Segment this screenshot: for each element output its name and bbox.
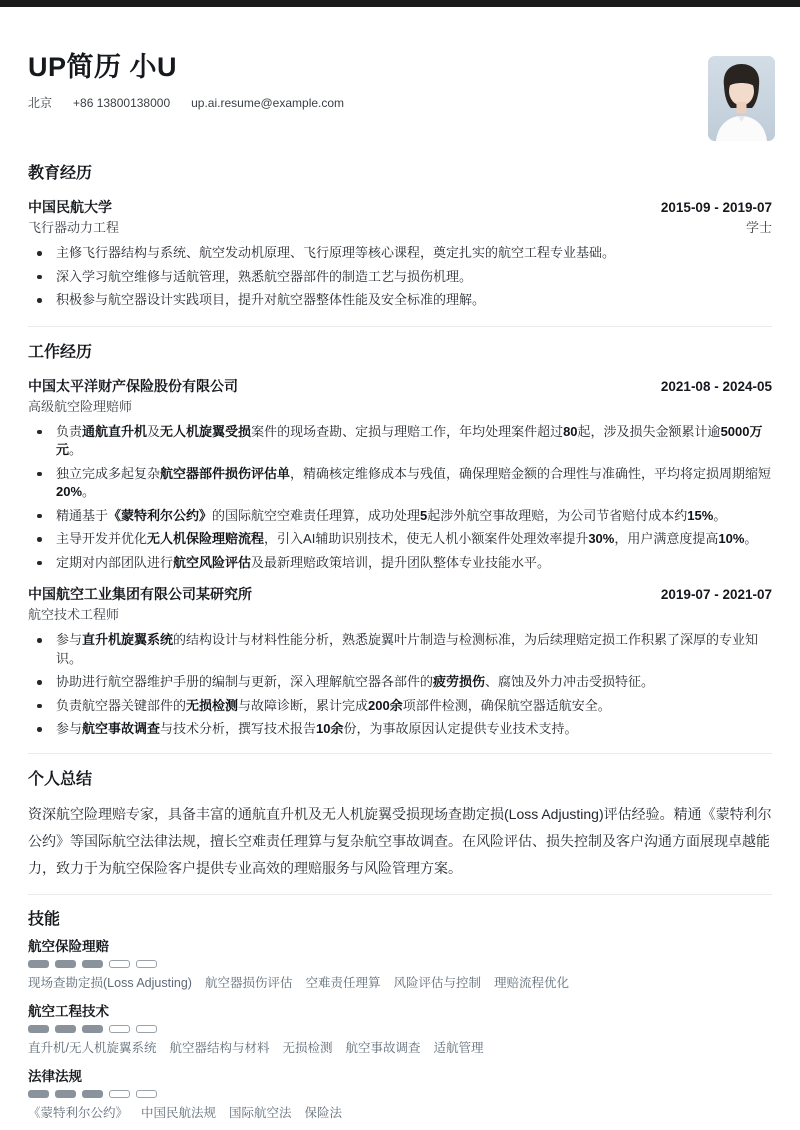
section-education <box>28 163 772 310</box>
organization-name: 中国太平洋财产保险股份有限公司 <box>28 377 238 394</box>
skill-group <box>28 938 772 992</box>
contact-location: 北京 <box>28 96 53 110</box>
section-title-summary: 个人总结 <box>28 770 93 788</box>
section-work <box>28 326 772 739</box>
skill-name: 法律法规 <box>28 1068 82 1084</box>
role-title: 航空技术工程师 <box>28 607 120 622</box>
entry-subtitle-row <box>28 606 772 624</box>
section-title-skills: 技能 <box>28 910 61 928</box>
skill-segment-empty <box>109 1090 130 1098</box>
bullet-list <box>28 244 772 310</box>
entry-header-row <box>28 585 772 604</box>
skill-tag: 适航管理 <box>433 1040 484 1055</box>
role-title: 高级航空险理赔师 <box>28 398 133 414</box>
skill-tag: 无损检测 <box>282 1040 333 1055</box>
bullet-item: 主修飞行器结构与系统、航空发动机原理、飞行原理等核心课程，奠定扎实的航空工程专业基础。 <box>28 244 772 263</box>
skill-tag-list <box>28 975 772 992</box>
degree-label: 学士 <box>745 220 772 235</box>
organization-name: 中国航空工业集团有限公司某研究所 <box>28 586 252 602</box>
skill-name: 航空工程技术 <box>28 1003 109 1019</box>
skill-tag: 现场查勘定损(Loss Adjusting) <box>28 975 192 990</box>
date-range: 2021-08 - 2024-05 <box>660 378 772 394</box>
organization-name: 中国民航大学 <box>28 199 112 215</box>
skill-tag: 保险法 <box>304 1105 343 1120</box>
bullet-item: 负责通航直升机及无人机旋翼受损案件的现场查勘、定损与理赔工作，年均处理案件超过80起，涉及损失金额累计逾5000万元。 <box>28 423 772 460</box>
experience-entry <box>28 585 772 739</box>
skill-segment-filled <box>28 1025 49 1033</box>
skill-level-bar <box>28 960 772 968</box>
entry-subtitle-row <box>28 398 772 416</box>
entry-header-row <box>28 377 772 396</box>
skill-segment-empty <box>136 1090 157 1098</box>
bullet-item: 参与直升机旋翼系统的结构设计与材料性能分析，熟悉旋翼叶片制造与检测标准，为后续理赔定损工作积累了深厚的专业知识。 <box>28 631 772 668</box>
page-title: UP简历 小U <box>28 52 178 82</box>
entry-subtitle-row <box>28 219 772 237</box>
skill-tag-list <box>28 1040 772 1057</box>
work-entries <box>28 377 772 739</box>
skill-tag: 风险评估与控制 <box>393 975 481 990</box>
experience-entry <box>28 198 772 310</box>
contact-email: up.ai.resume@example.com <box>191 96 345 110</box>
date-range: 2019-07 - 2021-07 <box>660 587 772 602</box>
bullet-list <box>28 423 772 573</box>
skill-group <box>28 1068 772 1122</box>
skill-tag-list <box>28 1105 772 1122</box>
skill-tag: 航空器结构与材料 <box>169 1040 270 1055</box>
contact-phone: +86 13800138000 <box>73 96 171 110</box>
skill-tag: 《蒙特利尔公约》 <box>28 1105 129 1120</box>
section-skills <box>28 894 772 1122</box>
date-range: 2015-09 - 2019-07 <box>660 200 772 215</box>
skill-level-bar <box>28 1025 772 1033</box>
section-title-education: 教育经历 <box>28 165 93 182</box>
bullet-item: 主导开发并优化无人机保险理赔流程，引入AI辅助识别技术，使无人机小额案件处理效率提升30%，用户满意度提高10%。 <box>28 530 772 549</box>
skill-segment-filled <box>55 960 76 968</box>
bullet-item: 精通基于《蒙特利尔公约》的国际航空空难责任理算，成功处理5起涉外航空事故理赔，为公司节省赔付成本约15%。 <box>28 507 772 526</box>
skill-groups <box>28 938 772 1122</box>
bullet-item: 积极参与航空器设计实践项目，提升对航空器整体性能及安全标准的理解。 <box>28 291 772 310</box>
bullet-item: 负责航空器关键部件的无损检测与故障诊断，累计完成200余项部件检测，确保航空器适航安全。 <box>28 697 772 716</box>
skill-segment-empty <box>136 1025 157 1033</box>
profile-photo <box>708 56 775 141</box>
skill-tag: 理赔流程优化 <box>493 975 569 990</box>
bullet-item: 深入学习航空维修与适航管理，熟悉航空器部件的制造工艺与损伤机理。 <box>28 268 772 287</box>
skill-segment-empty <box>109 1025 130 1033</box>
skill-segment-empty <box>109 960 130 968</box>
skill-segment-filled <box>82 1025 103 1033</box>
skill-segment-filled <box>28 960 49 968</box>
skill-tag: 航空事故调查 <box>345 1040 421 1055</box>
skill-tag: 直升机/无人机旋翼系统 <box>28 1040 157 1055</box>
bullet-item: 定期对内部团队进行航空风险评估及最新理赔政策培训，提升团队整体专业技能水平。 <box>28 554 772 573</box>
skill-group <box>28 1003 772 1057</box>
skill-segment-filled <box>55 1025 76 1033</box>
skill-segment-empty <box>136 960 157 968</box>
bullet-list <box>28 631 772 739</box>
contact-row <box>28 95 772 111</box>
entry-header-row <box>28 198 772 217</box>
skill-segment-filled <box>82 1090 103 1098</box>
skill-tag: 中国民航法规 <box>141 1105 217 1120</box>
skill-tag: 国际航空法 <box>229 1105 292 1120</box>
section-summary <box>28 753 772 882</box>
skill-tag: 空难责任理算 <box>305 975 381 990</box>
skill-segment-filled <box>82 960 103 968</box>
skill-segment-filled <box>28 1090 49 1098</box>
bullet-item: 参与航空事故调查与技术分析，撰写技术报告10余份，为事故原因认定提供专业技术支持。 <box>28 720 772 739</box>
skill-level-bar <box>28 1090 772 1098</box>
top-accent-bar <box>0 0 800 7</box>
summary-text: 资深航空险理赔专家，具备丰富的通航直升机及无人机旋翼受损现场查勘定损(Loss Adjusting)评估经验。精通《蒙特利尔公约》等国际航空法律法规，擅长空难责任理算与复杂航空事故调查。在风险评估、损失控制及客户沟通方面展现卓越能力，致力于为航空保险客户提供专业高效的理赔服务与风险管理方案。 <box>28 805 772 876</box>
resume-header <box>28 7 772 111</box>
skill-name: 航空保险理赔 <box>28 938 109 954</box>
bullet-item: 独立完成多起复杂航空器部件损伤评估单，精确核定维修成本与残值，确保理赔金额的合理性与准确性，平均将定损周期缩短20%。 <box>28 465 772 502</box>
resume-page <box>0 7 800 1122</box>
experience-entry <box>28 377 772 573</box>
skill-tag: 航空器损伤评估 <box>204 975 293 990</box>
bullet-item: 协助进行航空器维护手册的编制与更新，深入理解航空器各部件的疲劳损伤、腐蚀及外力冲击受损特征。 <box>28 673 772 692</box>
role-title: 飞行器动力工程 <box>28 220 120 235</box>
profile-photo-illustration <box>708 56 775 141</box>
skill-segment-filled <box>55 1090 76 1098</box>
education-entries <box>28 198 772 310</box>
section-title-work: 工作经历 <box>28 343 93 361</box>
